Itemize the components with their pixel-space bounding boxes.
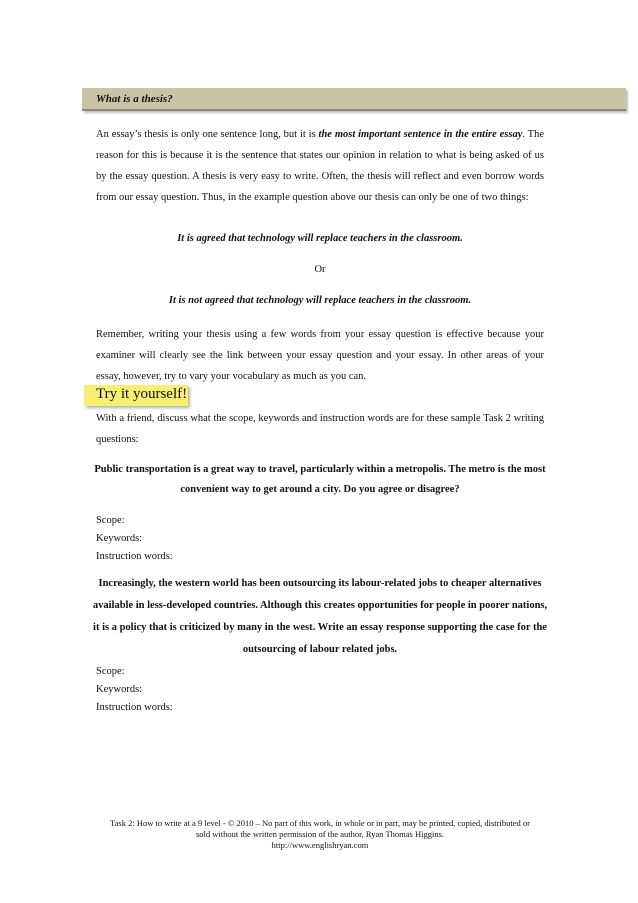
page-footer — [96, 818, 544, 851]
footer-url: http://www.englishryan.com — [271, 840, 369, 850]
para1-text-c: . The reason for this is because it is the sentence that states our opinion in relation to what is being asked of us by the essay question. A thesis is very easy to write. Often, the thesis will reflect and even borrow words from our essay question. Thus, in the example question above our thesis can only be one of two things: — [96, 129, 544, 203]
q1-instruction-label: Instruction words: — [96, 551, 173, 562]
vocabulary-advice-paragraph: Remember, writing your thesis using a few words from your essay question is effective because your examiner will clearly see the link between your essay question and your essay. In other areas of your essay, however, try to vary your vocabulary as much as you can. — [96, 329, 544, 382]
q1-scope-label: Scope: — [96, 515, 125, 526]
para1-emphasis: the most important sentence in the entire essay — [318, 129, 523, 140]
sample-question-1: Public transportation is a great way to travel, particularly within a metropolis. The metro is the most convenient way to get around a city. Do you agree or disagree? — [94, 464, 546, 495]
footer-copyright: Task 2: How to write at a 9 level - © 2010 – No part of this work, in whole or in part, may be printed, copied, distributed or sold without the written permission of the author, Ryan Thomas Higgins. — [110, 818, 530, 839]
thesis-explanation-paragraph — [96, 124, 544, 208]
thesis-option-1: It is agreed that technology will replace teachers in the classroom. — [177, 233, 463, 244]
thesis-option-2: It is not agreed that technology will replace teachers in the classroom. — [168, 295, 472, 306]
q2-scope-label: Scope: — [96, 666, 125, 677]
section-header-bar — [82, 88, 626, 111]
section-title: What is a thesis? — [96, 93, 173, 105]
para1-text-a: An essay’s thesis is only one sentence long, but it is — [96, 129, 319, 140]
q2-keywords-label: Keywords: — [96, 684, 143, 695]
try-it-yourself-label: Try it yourself! — [96, 386, 188, 402]
try-intro-paragraph: With a friend, discuss what the scope, keywords and instruction words are for these sample Task 2 writing questions: — [96, 413, 544, 445]
question-1-fields — [96, 510, 544, 567]
q1-keywords-label: Keywords: — [96, 533, 143, 544]
thesis-or: Or — [314, 264, 326, 275]
q2-instruction-label: Instruction words: — [96, 702, 173, 713]
try-it-yourself-banner — [84, 385, 188, 406]
sample-question-2: Increasingly, the western world has been outsourcing its labour-related jobs to cheaper alternatives available in less-developed countries. Although this creates opportunities for people in poorer nations, it is a policy that is criticized by many in the west. Write an essay response supporting the case for the outsourcing of labour related jobs. — [92, 578, 548, 655]
question-2-fields — [96, 661, 544, 718]
